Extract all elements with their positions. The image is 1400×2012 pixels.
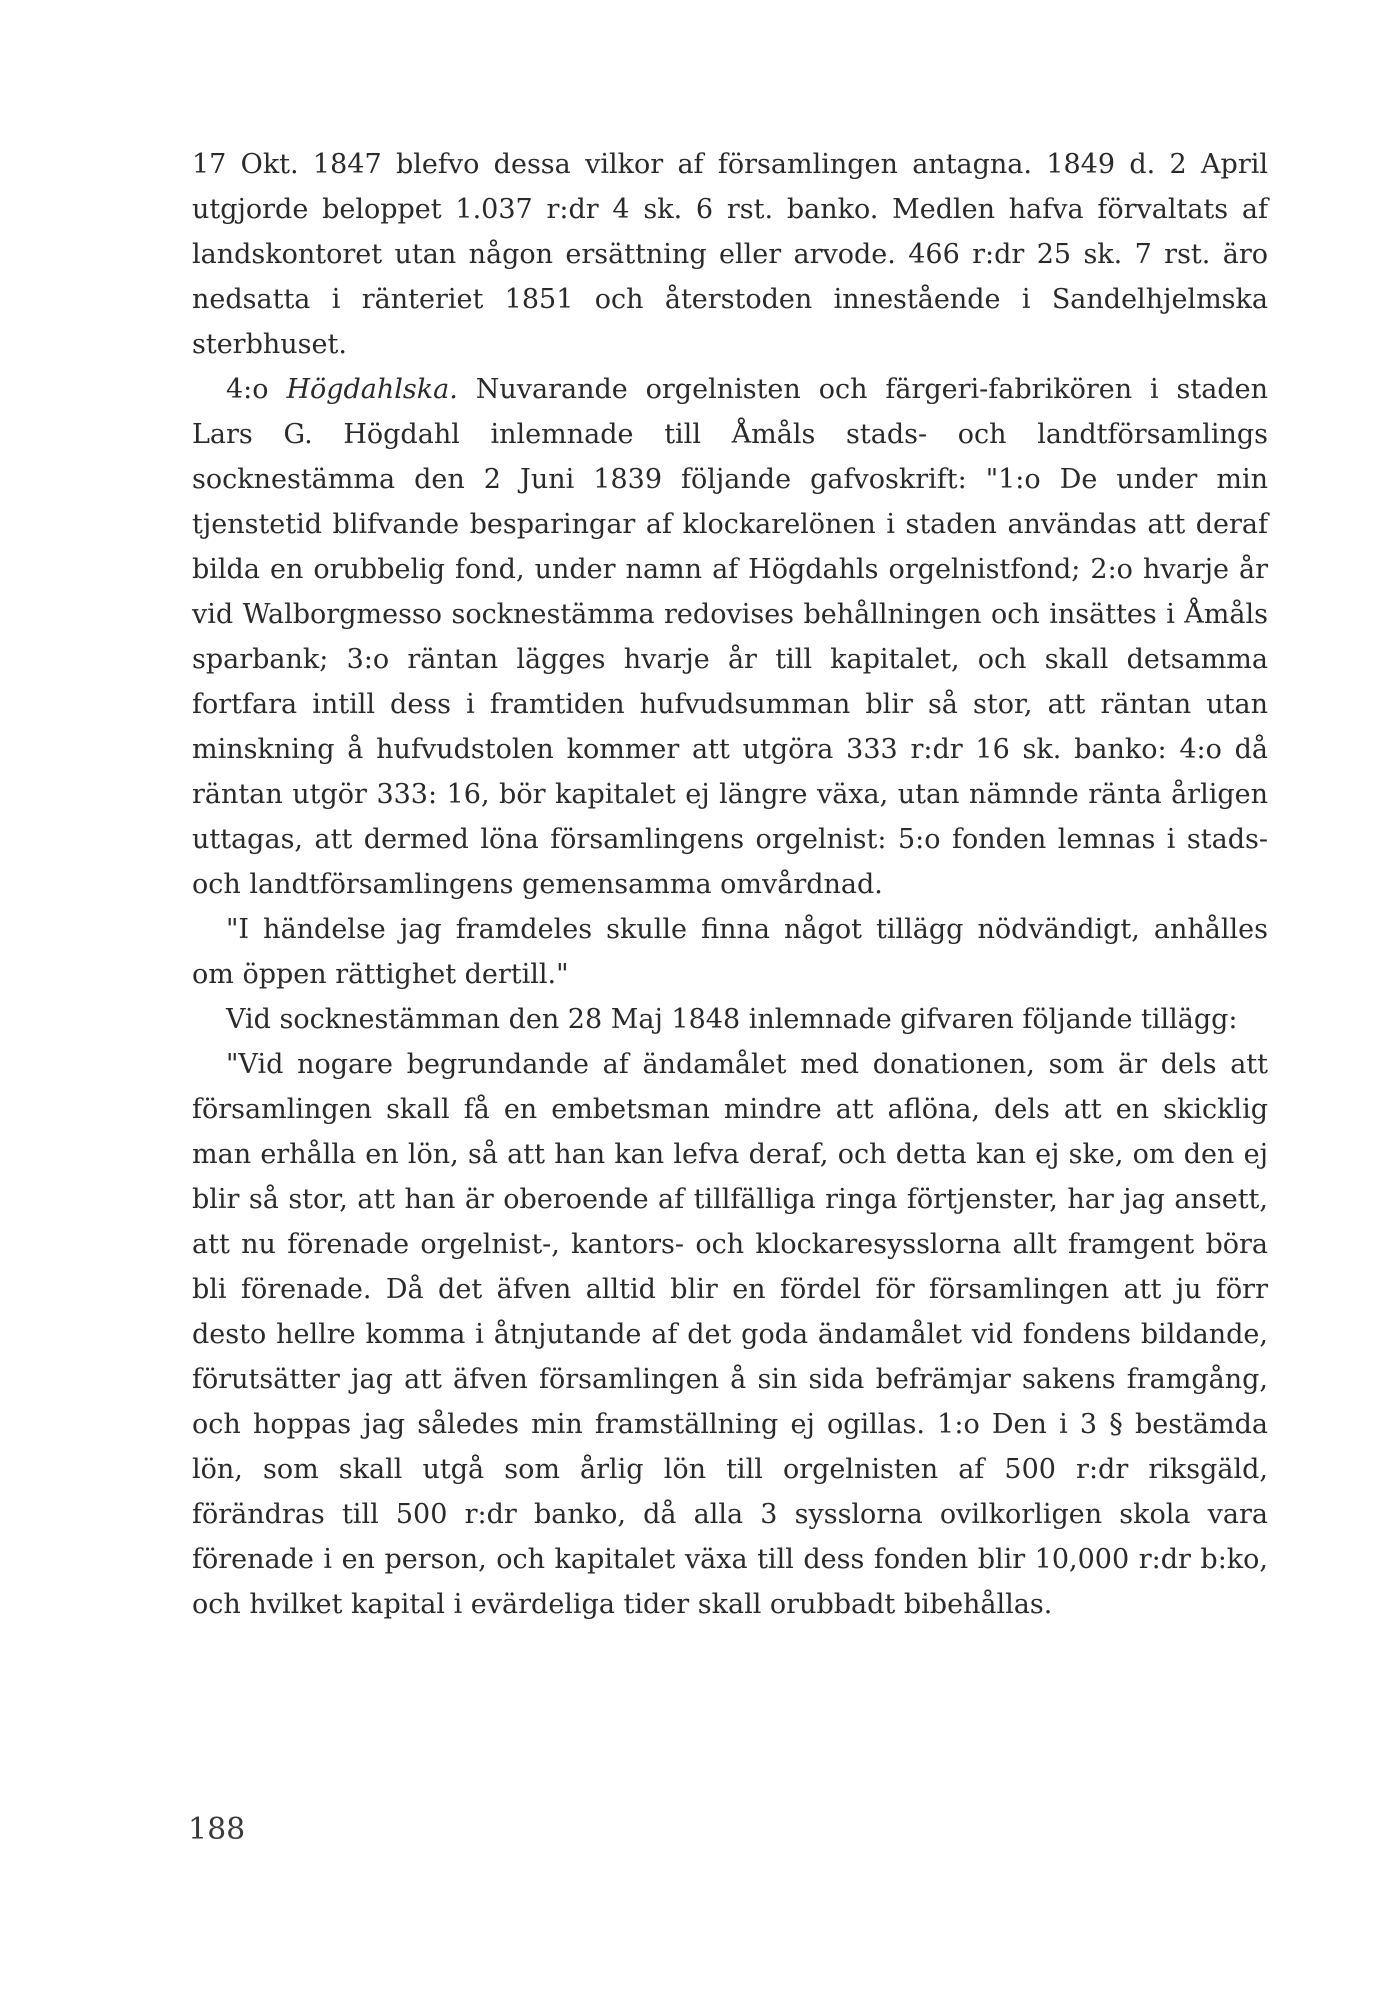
paragraph-1-text: 17 Okt. 1847 blefvo dessa vilkor af församlingen antagna. 1849 d. 2 April utgjorde beloppet 1.037 r:dr 4 sk. 6 rst. banko. Medlen hafva förvaltats af landskontoret utan någon ersättning eller arvode. 466 r:dr 25 sk. 7 rst. äro nedsatta i ränteriet 1851 och återstoden innestående i Sandelhjelmska sterbhuset. [192, 149, 1268, 360]
paragraph-3-text: "I händelse jag framdeles skulle finna något tillägg nödvändigt, anhålles om öppen rättighet dertill." [192, 914, 1268, 990]
paragraph-4 [192, 997, 1268, 1042]
paragraph-2-text: Nuvarande orgelnisten och färgeri-fabrikören i staden Lars G. Högdahl inlemnade till Åmåls stads- och landtförsamlings socknestämma den 2 Juni 1839 följande gafvoskrift: "1:o De under min tjenstetid blifvande besparingar af klockarelönen i staden användas att deraf bilda en orubbelig fond, under namn af Högdahls orgelnistfond; 2:o hvarje år vid Walborgmesso socknestämma redovises behållningen och insättes i Åmåls sparbank; 3:o räntan lägges hvarje år till kapitalet, och skall detsamma fortfara intill dess i framtiden hufvudsumman blir så stor, att räntan utan minskning å hufvudstolen kommer att utgöra 333 r:dr 16 sk. banko: 4:o då räntan utgör 333: 16, bör kapitalet ej längre växa, utan nämnde ränta årligen uttagas, att dermed löna församlingens orgelnist: 5:o fonden lemnas i stads- och landtförsamlingens gemensamma omvårdnad. [192, 374, 1268, 900]
paragraph-5-text: "Vid nogare begrundande af ändamålet med donationen, som är dels att församlingen skall få en embetsman mindre att aflöna, dels att en skicklig man erhålla en lön, så att han kan lefva deraf, och detta kan ej ske, om den ej blir så stor, att han är oberoende af tillfälliga ringa förtjenster, har jag ansett, att nu förenade orgelnist-, kantors- och klockaresysslorna allt framgent böra bli förenade. Då det äfven alltid blir en fördel för församlingen att ju förr desto hellre komma i åtnjutande af det goda ändamålet vid fondens bildande, förutsätter jag att äfven församlingen å sin sida befrämjar sakens framgång, och hoppas jag således min framställning ej ogillas. 1:o Den i 3 § bestämda lön, som skall utgå som årlig lön till orgelnisten af 500 r:dr riksgäld, förändras till 500 r:dr banko, då alla 3 sysslorna ovilkorligen skola vara förenade i en person, och kapitalet växa till dess fonden blir 10,000 r:dr b:ko, och hvilket kapital i evärdeliga tider skall orubbadt bibehållas. [192, 1049, 1268, 1620]
paragraph-2 [192, 367, 1268, 907]
section-heading-hogdahlska: Högdahlska. [286, 374, 458, 405]
paragraph-5 [192, 1042, 1268, 1627]
paragraph-2-lead: 4:o [226, 374, 287, 405]
page-number: 188 [188, 1812, 246, 1847]
body-text [192, 142, 1268, 1627]
paragraph-3 [192, 907, 1268, 997]
paragraph-1 [192, 142, 1268, 367]
paragraph-4-text: Vid socknestämman den 28 Maj 1848 inlemnade gifvaren följande tillägg: [226, 1004, 1238, 1035]
